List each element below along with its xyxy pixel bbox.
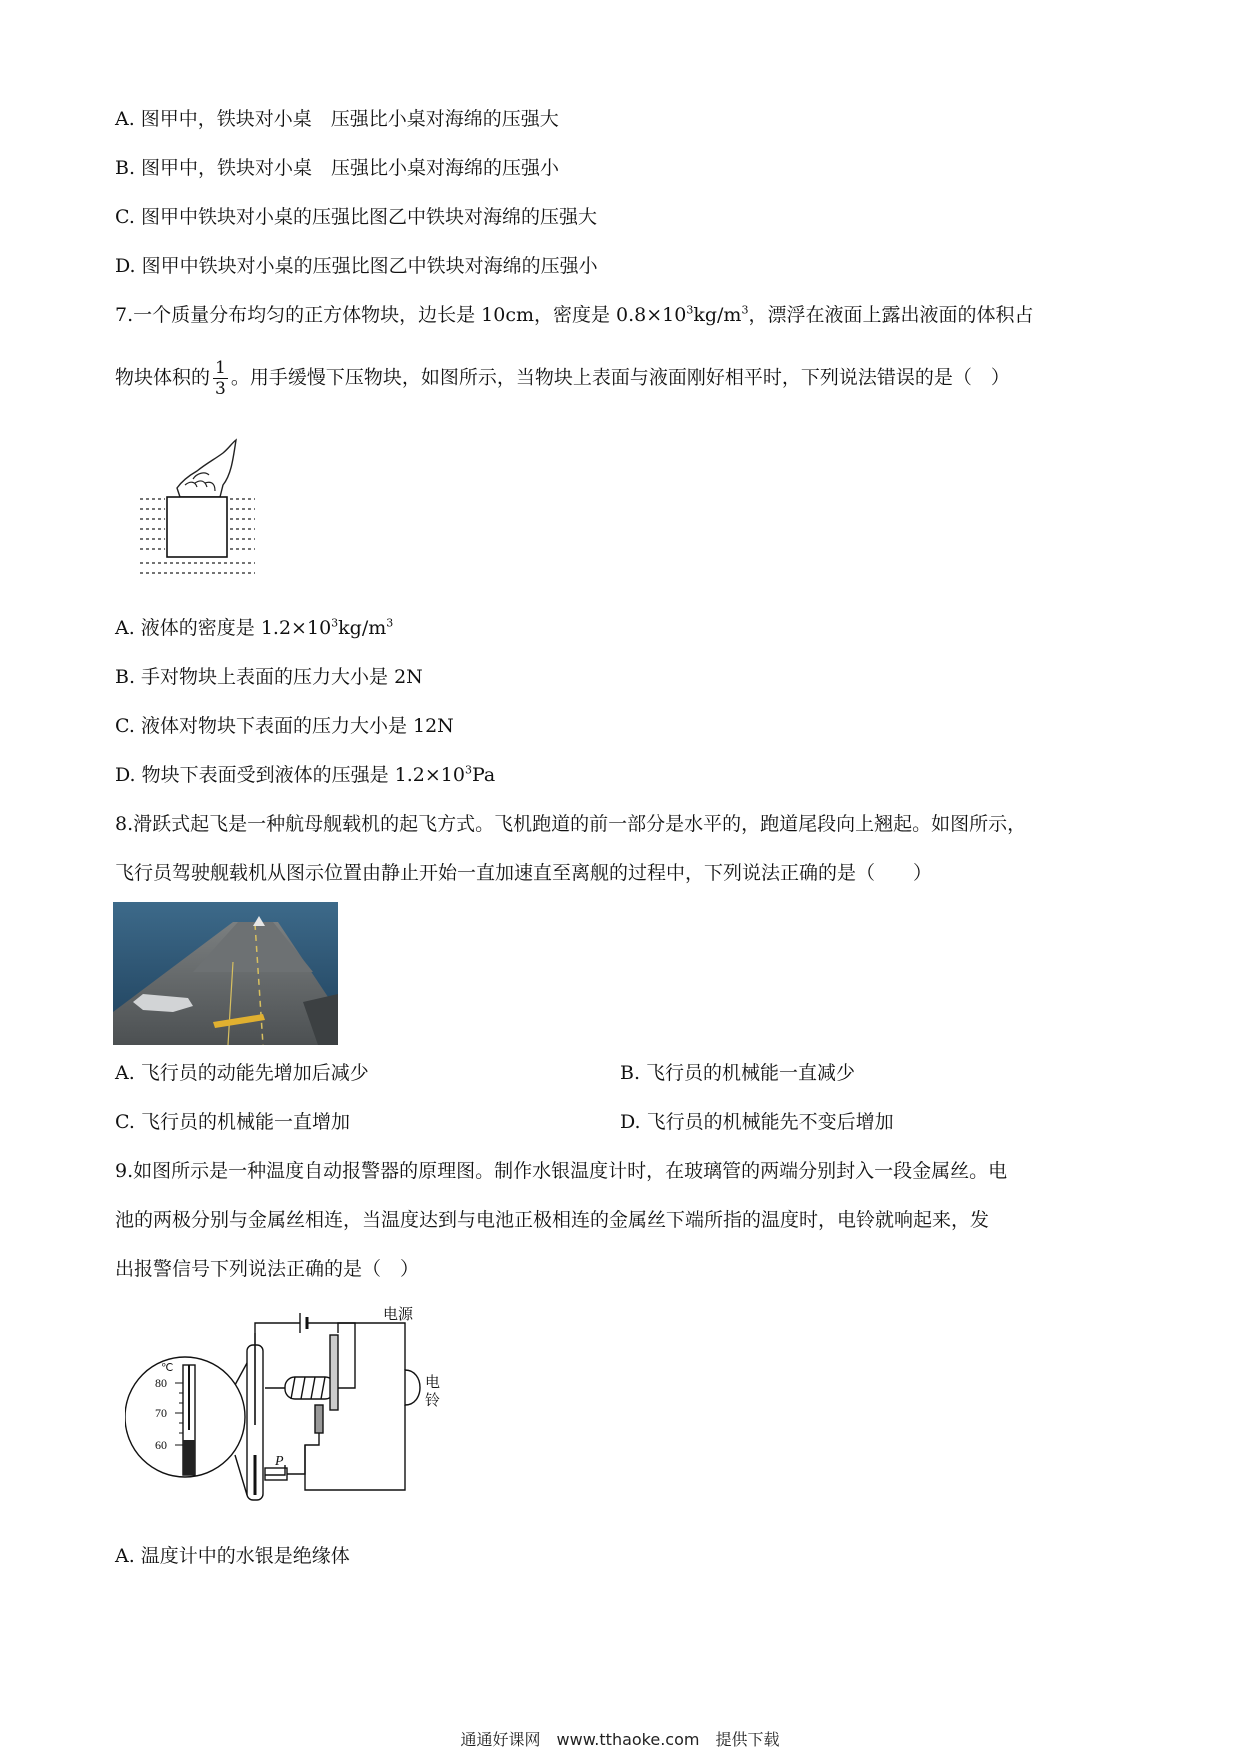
q8-option-d: D. 飞行员的机械能先不变后增加 (620, 1111, 894, 1133)
p-label: P (275, 1454, 284, 1469)
q6-option-c: C. 图甲中铁块对小桌的压强比图乙中铁块对海绵的压强大 (115, 206, 597, 228)
q6-option-b: B. 图甲中，铁块对小桌 压强比小桌对海绵的压强小 (115, 157, 560, 179)
q7-option-d (115, 762, 495, 788)
q7-unit: kg/m (693, 304, 742, 326)
q7-option-b: B. 手对物块上表面的压力大小是 2N (115, 666, 423, 688)
bell-label-1: 电 (425, 1375, 441, 1391)
hand-icon (177, 440, 236, 497)
bell-label-2: 铃 (425, 1393, 441, 1409)
q7-stem-line2 (115, 358, 1010, 399)
q7-stem-text: 7.一个质量分布均匀的正方体物块，边长是 10cm，密度是 0.8×10 (115, 304, 687, 326)
exponent: 3 (386, 616, 394, 630)
q7-stem-text: 物块体积的 (115, 366, 211, 389)
power-label: 电源 (383, 1307, 414, 1323)
fraction-one-third (213, 358, 228, 399)
q9-stem-line1: 9.如图所示是一种温度自动报警器的原理图。制作水银温度计时，在玻璃管的两端分别封入一段金属丝。电 (115, 1160, 1008, 1182)
q8-option-c: C. 飞行员的机械能一直增加 (115, 1111, 350, 1133)
q7-option-a-text: A. 液体的密度是 1.2×10 (115, 617, 332, 639)
cube-block (167, 497, 227, 557)
unit: Pa (472, 764, 496, 786)
tick-label-70: 70 (155, 1406, 167, 1420)
armature-bar (330, 1335, 338, 1410)
q7-stem-text: 。用手缓慢下压物块，如图所示，当物块上表面与液面刚好相平时，下列说法错误的是（ ） (230, 366, 1010, 389)
q9-stem-line2: 池的两极分别与金属丝相连，当温度达到与电池正极相连的金属丝下端所指的温度时，电铃就响起来，发 (115, 1209, 990, 1231)
unit-label: ℃ (161, 1362, 174, 1374)
q7-figure-hand-pressing-block (135, 415, 265, 590)
q8-stem-line2: 飞行员驾驶舰载机从图示位置由静止开始一直加速直至离舰的过程中，下列说法正确的是（ ） (115, 862, 933, 884)
q7-option-d-text: D. 物块下表面受到液体的压强是 1.2×10 (115, 764, 465, 786)
exponent: 3 (331, 616, 339, 630)
fraction-denominator: 3 (215, 379, 226, 399)
q8-option-b: B. 飞行员的机械能一直减少 (620, 1062, 856, 1084)
q8-option-a: A. 飞行员的动能先增加后减少 (115, 1062, 369, 1084)
q8-aircraft-carrier-photo (113, 902, 338, 1045)
unit: kg/m (338, 617, 387, 639)
q7-option-c: C. 液体对物块下表面的压力大小是 12N (115, 715, 454, 737)
q7-exponent: 3 (686, 303, 694, 317)
exponent: 3 (465, 763, 472, 777)
q7-option-a (115, 615, 393, 641)
q6-option-d: D. 图甲中铁块对小桌的压强比图乙中铁块对海绵的压强小 (115, 255, 598, 277)
electric-bell-icon (405, 1370, 420, 1405)
q8-stem-line1: 8.滑跃式起飞是一种航母舰载机的起飞方式。飞机跑道的前一部分是水平的，跑道尾段向上翘起。如图所示， (115, 813, 1027, 835)
fraction-numerator: 1 (215, 358, 226, 378)
q7-stem-line1 (115, 302, 1033, 328)
tick-label-60: 60 (155, 1438, 167, 1452)
q9-stem-line3: 出报警信号下列说法正确的是（ ） (115, 1258, 420, 1280)
page-footer: 通通好课网 www.tthaoke.com 提供下载 (460, 1730, 780, 1749)
q7-exponent: 3 (741, 303, 749, 317)
q6-option-a: A. 图甲中，铁块对小桌 压强比小桌对海绵的压强大 (115, 108, 559, 130)
q9-option-a: A. 温度计中的水银是绝缘体 (115, 1545, 350, 1567)
q9-temperature-alarm-circuit (125, 1305, 475, 1525)
q7-stem-text: ，漂浮在液面上露出液面的体积占 (748, 304, 1034, 326)
tick-label-80: 80 (155, 1376, 167, 1390)
